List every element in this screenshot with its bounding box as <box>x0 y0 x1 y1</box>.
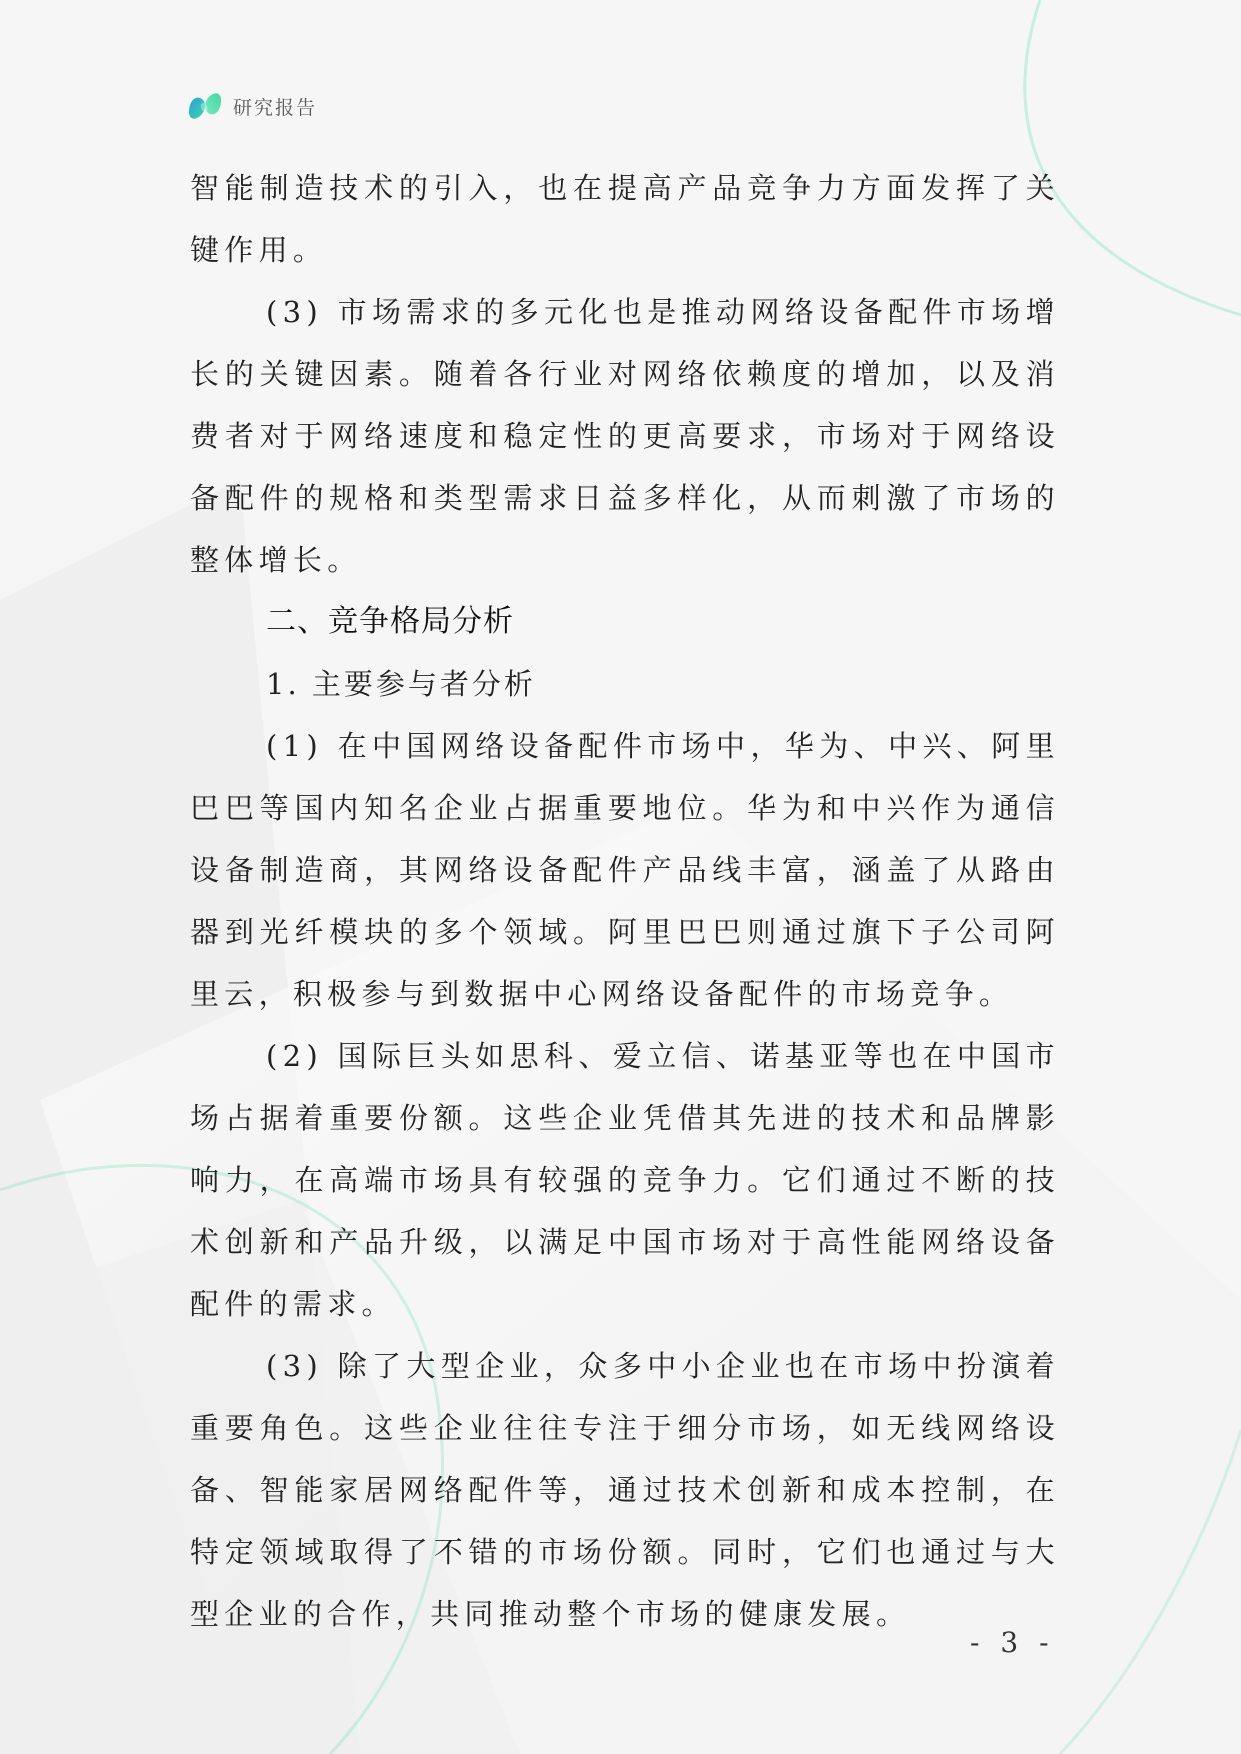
brand-logo-icon <box>187 90 223 122</box>
body-paragraph: (1) 在中国网络设备配件市场中，华为、中兴、阿里巴巴等国内知名企业占据重要地位。华为和中兴作为通信设备制造商，其网络设备配件产品线丰富，涵盖了从路由器到光纤模块的多个领域。阿里巴巴则通过旗下子公司阿里云，积极参与到数据中心网络设备配件的市场竞争。 <box>190 729 1060 1011</box>
subsection-heading: 1. 主要参与者分析 <box>266 667 536 701</box>
body-paragraph: 智能制造技术的引入，也在提高产品竞争力方面发挥了关键作用。 <box>190 171 1060 267</box>
page-number: - 3 - <box>970 1626 1055 1659</box>
body-paragraph: (2) 国际巨头如思科、爱立信、诺基亚等也在中国市场占据着重要份额。这些企业凭借其先进的技术和品牌影响力，在高端市场具有较强的竞争力。它们通过不断的技术创新和产品升级，以满足中国市场对于高性能网络设备配件的需求。 <box>190 1039 1060 1321</box>
header-title: 研究报告 <box>233 96 318 119</box>
report-header <box>187 90 317 122</box>
body-paragraph: (3) 市场需求的多元化也是推动网络设备配件市场增长的关键因素。随着各行业对网络依赖度的增加，以及消费者对于网络速度和稳定性的更高要求，市场对于网络设备配件的规格和类型需求日益多样化，从而刺激了市场的整体增长。 <box>190 295 1060 577</box>
body-paragraph: (3) 除了大型企业，众多中小企业也在市场中扮演着重要角色。这些企业往往专注于细分市场，如无线网络设备、智能家居网络配件等，通过技术创新和成本控制，在特定领域取得了不错的市场份额。同时，它们也通过与大型企业的合作，共同推动整个市场的健康发展。 <box>190 1349 1060 1631</box>
section-heading: 二、竞争格局分析 <box>266 604 514 639</box>
document-body <box>190 157 1060 1645</box>
